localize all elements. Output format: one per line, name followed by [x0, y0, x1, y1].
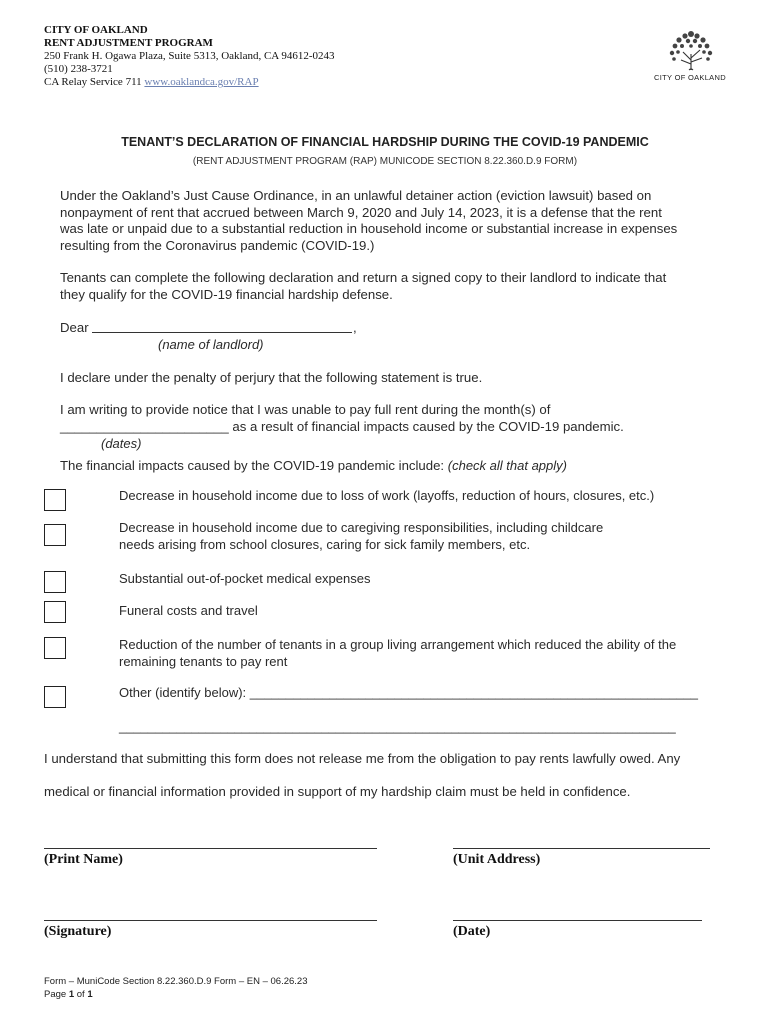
- tenants-line: they qualify for the COVID-19 financial hardship defense.: [60, 286, 393, 302]
- impacts-label: [60, 458, 567, 475]
- intro-line: resulting from the Coronavirus pandemic (COVID-19.): [60, 237, 375, 253]
- dear-comma: ,: [353, 320, 357, 335]
- option-text: needs arising from school closures, caring for sick family members, etc.: [119, 537, 531, 552]
- dates-hint: (dates): [101, 436, 142, 451]
- option-funeral: [119, 602, 719, 619]
- relay-prefix: CA Relay Service 711: [44, 76, 145, 88]
- landlord-name-hint: (name of landlord): [158, 337, 264, 352]
- checkbox-loss-of-work[interactable]: [44, 489, 66, 511]
- signature-field[interactable]: [44, 908, 377, 921]
- footer: [44, 975, 308, 1001]
- impacts-hint: (check all that apply): [447, 458, 567, 473]
- relay-line: [44, 76, 335, 89]
- tenants-line: Tenants can complete the following declaration and return a signed copy to their landlord to indicate that: [60, 270, 667, 285]
- page-number: 1: [68, 989, 75, 1000]
- option-caregiving: [119, 519, 719, 553]
- option-text: Funeral costs and travel: [119, 603, 258, 618]
- intro-paragraph: [60, 188, 677, 254]
- option-text: Substantial out-of-pocket medical expenses: [119, 571, 371, 586]
- other-continuation-field[interactable]: _____________________________________________________________________________: [119, 719, 676, 734]
- option-reduction-tenants: [119, 636, 719, 670]
- understand-line1: I understand that submitting this form does not release me from the obligation to pay rents lawfully owed. Any: [44, 751, 681, 766]
- option-text: remaining tenants to pay rent: [119, 654, 288, 669]
- print-name-label: (Print Name): [44, 852, 123, 867]
- date-label: (Date): [453, 924, 491, 939]
- option-text: Decrease in household income due to loss of work (layoffs, reduction of hours, closures, etc.): [119, 488, 655, 503]
- dates-field[interactable]: _______________________: [60, 419, 229, 434]
- checkbox-caregiving[interactable]: [44, 524, 66, 546]
- tenants-paragraph: [60, 270, 666, 303]
- notice-line1: I am writing to provide notice that I was unable to pay full rent during the month(s) of: [60, 402, 551, 417]
- page-prefix: Page: [44, 989, 69, 1000]
- intro-line: nonpayment of rent that accrued between March 9, 2020 and July 14, 2023, it is a defense that the rent: [60, 204, 662, 220]
- declare-statement: I declare under the penalty of perjury that the following statement is true.: [60, 370, 483, 385]
- unit-address-label: (Unit Address): [453, 852, 541, 867]
- phone: (510) 238-3721: [44, 63, 113, 75]
- impacts-text: The financial impacts caused by the COVID-19 pandemic include:: [60, 458, 448, 473]
- page-of: of: [74, 989, 88, 1000]
- page-total: 1: [87, 989, 93, 1000]
- intro-line: was late or unpaid due to a substantial reduction in household income or substantial increase in expenses: [60, 221, 678, 236]
- program-name: RENT ADJUSTMENT PROGRAM: [44, 37, 213, 49]
- intro-line: Under the Oakland’s Just Cause Ordinance, in an unlawful detainer action (eviction lawsuit) based on: [60, 188, 652, 203]
- address: 250 Frank H. Ogawa Plaza, Suite 5313, Oakland, CA 94612-0243: [44, 50, 335, 62]
- option-medical: [119, 570, 719, 587]
- landlord-name-field[interactable]: [92, 318, 352, 333]
- checkbox-funeral[interactable]: [44, 601, 66, 623]
- notice-line2-text: as a result of financial impacts caused by the COVID-19 pandemic.: [228, 419, 624, 434]
- form-subtitle: (RENT ADJUSTMENT PROGRAM (RAP) MUNICODE SECTION 8.22.360.D.9 FORM): [192, 156, 578, 167]
- org-name: CITY OF OAKLAND: [44, 24, 148, 36]
- print-name-field[interactable]: [44, 836, 377, 849]
- date-field[interactable]: [453, 908, 702, 921]
- header-block: [44, 24, 335, 89]
- form-title: TENANT’S DECLARATION OF FINANCIAL HARDSHIP DURING THE COVID-19 PANDEMIC: [121, 135, 649, 149]
- footer-page: [44, 988, 308, 1001]
- option-loss-of-work: [119, 487, 719, 504]
- checkbox-reduction-tenants[interactable]: [44, 637, 66, 659]
- signature-label: (Signature): [44, 924, 112, 939]
- notice-line2: [60, 419, 624, 436]
- logo-text: CITY OF OAKLAND: [654, 73, 726, 82]
- website-link[interactable]: www.oaklandca.gov/RAP: [144, 76, 259, 88]
- understand-line2: medical or financial information provided in support of my hardship claim must be held in confidence.: [44, 784, 631, 799]
- footer-form-id: Form – MuniCode Section 8.22.360.D.9 Form – EN – 06.26.23: [44, 976, 308, 987]
- checkbox-medical[interactable]: [44, 571, 66, 593]
- unit-address-field[interactable]: [453, 836, 710, 849]
- option-text: Reduction of the number of tenants in a group living arrangement which reduced the ability of the: [119, 637, 677, 652]
- other-field[interactable]: Other (identify below): ______________________________________________________________: [119, 685, 699, 700]
- dear-label: Dear: [60, 320, 89, 335]
- option-text: Decrease in household income due to caregiving responsibilities, including childcare: [119, 520, 604, 535]
- option-other: [119, 684, 719, 701]
- checkbox-other[interactable]: [44, 686, 66, 708]
